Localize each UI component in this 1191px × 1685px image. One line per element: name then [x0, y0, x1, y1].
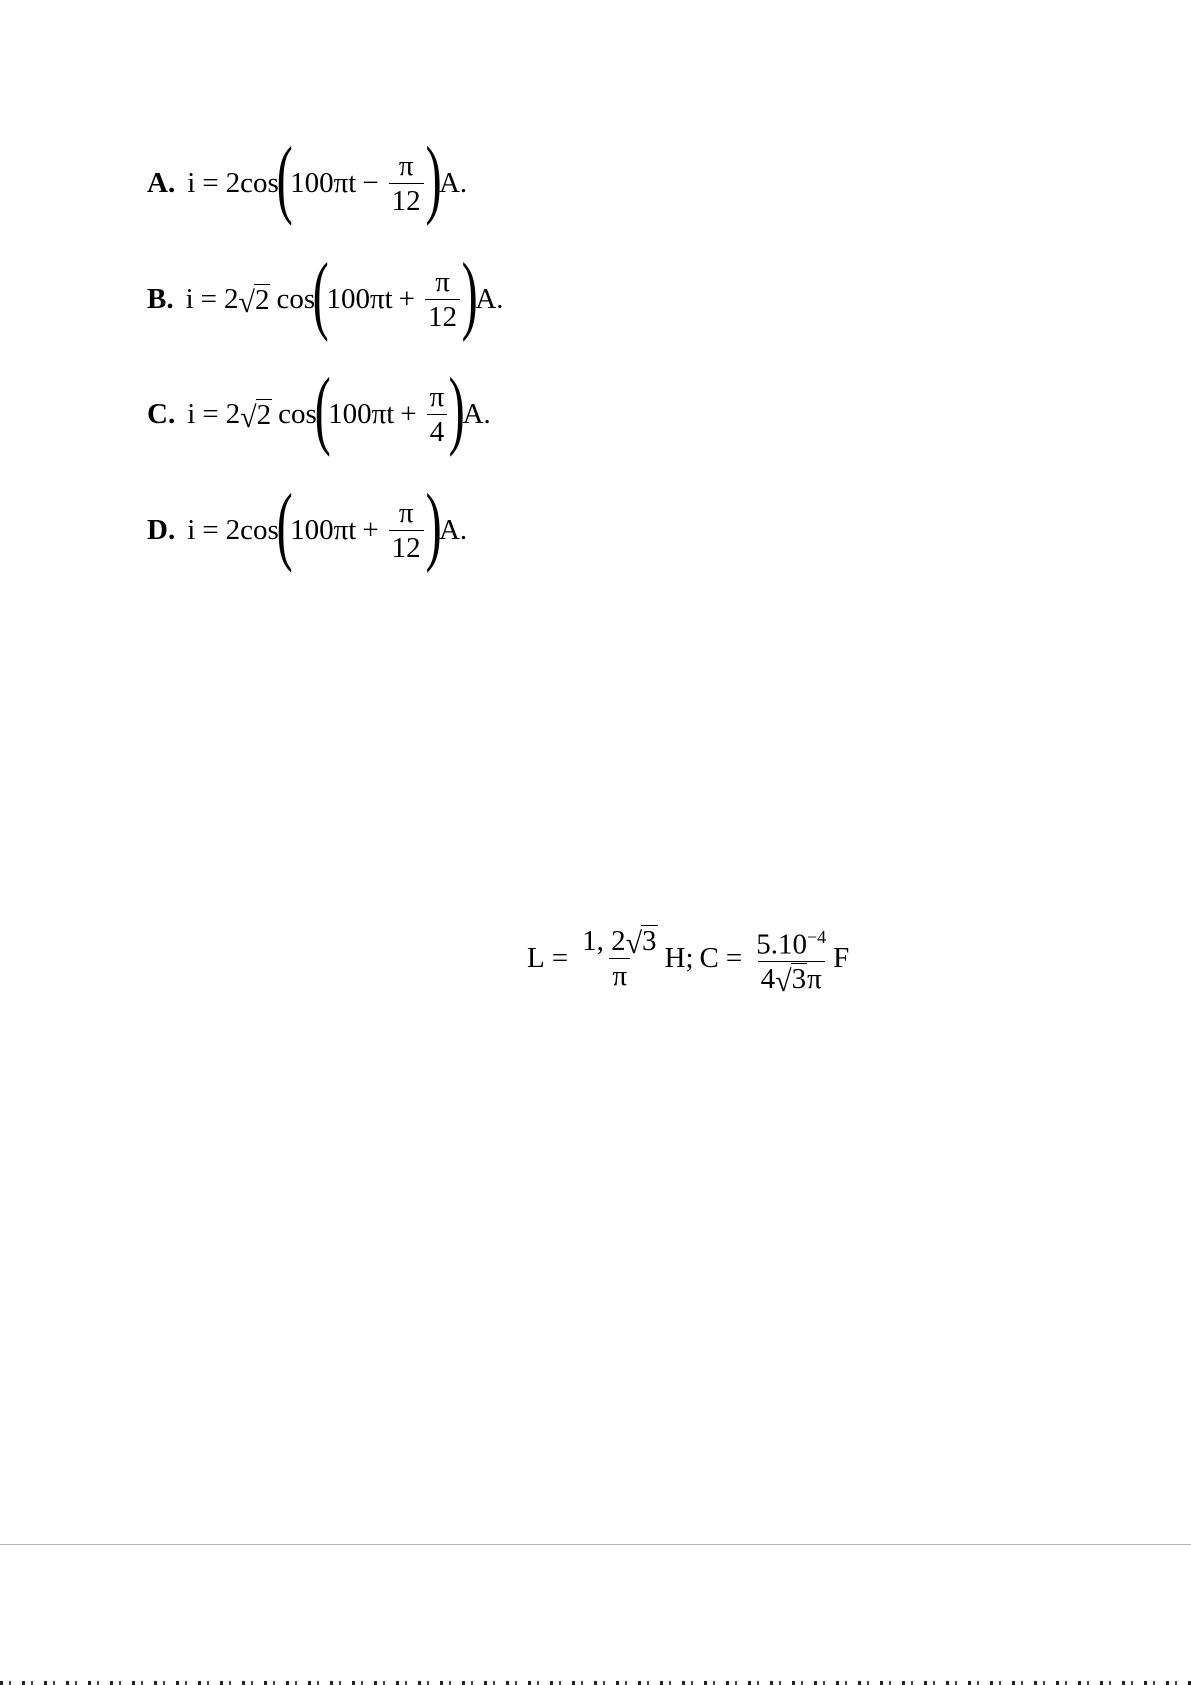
cos-function: cos [278, 397, 317, 430]
phase-operator: + [400, 397, 417, 430]
radical-sign: √ [238, 285, 255, 319]
current-symbol: i [187, 166, 196, 199]
radicand: 3 [642, 924, 657, 957]
fraction-denominator: 12 [425, 299, 460, 334]
option-a [147, 130, 468, 227]
fraction-numerator: π [429, 380, 445, 413]
inductance-fraction [579, 924, 660, 993]
amplitude: 2 [225, 397, 241, 430]
denominator-suffix: π [807, 963, 822, 996]
option-label: A. [147, 166, 176, 199]
fraction-denominator: 4 [427, 414, 448, 449]
inductance-unit: H; [664, 941, 694, 974]
option-b [147, 246, 504, 343]
unit: A. [462, 397, 491, 430]
phase-operator: + [398, 282, 416, 315]
bottom-edge-strip [0, 1681, 1191, 1685]
current-symbol: i [185, 282, 194, 315]
fraction-denominator: 12 [389, 530, 424, 565]
option-label: B. [147, 282, 174, 315]
phase-argument: 100πt [290, 166, 357, 199]
phase-fraction [389, 149, 424, 218]
amplitude: 2 [225, 513, 241, 546]
cos-function: cos [240, 166, 279, 199]
exponent: −4 [807, 926, 827, 947]
capacitance-fraction [753, 920, 829, 997]
radicand: 2 [254, 283, 270, 316]
sqrt-three [775, 963, 807, 999]
footer-divider [0, 1544, 1191, 1545]
left-paren: ( [312, 246, 329, 343]
radical-sign: √ [625, 926, 643, 960]
phase-fraction [425, 265, 460, 334]
fraction-numerator [753, 920, 829, 962]
phase-argument: 100πt [326, 282, 393, 315]
option-label: D. [147, 513, 176, 546]
fraction-denominator: π [609, 958, 630, 993]
current-symbol: i [187, 513, 196, 546]
right-paren: ) [448, 361, 466, 458]
fraction-numerator: π [435, 265, 450, 298]
numerator-mantissa: 5.10 [756, 928, 807, 961]
radicand: 3 [791, 963, 807, 996]
current-symbol: i [187, 397, 196, 430]
sqrt-two [240, 398, 272, 434]
phase-operator: − [362, 166, 379, 199]
equals-sign: = [202, 513, 219, 546]
equals-sign: = [725, 941, 743, 974]
radicand: 2 [256, 398, 272, 431]
equals-sign: = [551, 941, 569, 974]
phase-fraction [389, 496, 424, 565]
lc-values-formula [527, 910, 849, 1006]
numerator-prefix: 1, 2 [582, 924, 626, 957]
left-paren: ( [276, 477, 293, 574]
capacitance-unit: F [833, 941, 850, 974]
capacitance-symbol: C [699, 941, 719, 974]
right-paren: ) [425, 130, 442, 227]
unit: A. [475, 282, 504, 315]
fraction-numerator [579, 924, 660, 958]
right-paren: ) [461, 246, 478, 343]
phase-argument: 100πt [328, 397, 395, 430]
equals-sign: = [202, 166, 219, 199]
option-label: C. [147, 397, 176, 430]
inductance-symbol: L [527, 941, 545, 974]
sqrt-two [238, 283, 271, 319]
phase-operator: + [362, 513, 379, 546]
cos-function: cos [276, 282, 316, 315]
fraction-numerator: π [398, 496, 414, 529]
option-c [147, 361, 491, 458]
left-paren: ( [314, 361, 331, 458]
radical-sign: √ [775, 965, 792, 999]
denominator-prefix: 4 [760, 963, 776, 996]
fraction-numerator: π [398, 149, 414, 182]
left-paren: ( [276, 130, 293, 227]
right-paren: ) [425, 477, 442, 574]
sqrt-three [625, 924, 658, 960]
radical-sign: √ [240, 400, 257, 434]
amplitude: 2 [224, 282, 239, 315]
amplitude: 2 [225, 166, 241, 199]
option-d [147, 477, 468, 574]
unit: A. [438, 166, 468, 199]
cos-function: cos [240, 513, 279, 546]
unit: A. [438, 513, 468, 546]
fraction-denominator [758, 961, 825, 999]
phase-fraction [427, 380, 448, 449]
phase-argument: 100πt [290, 513, 357, 546]
equals-sign: = [200, 282, 218, 315]
equals-sign: = [202, 397, 219, 430]
fraction-denominator: 12 [389, 183, 424, 218]
